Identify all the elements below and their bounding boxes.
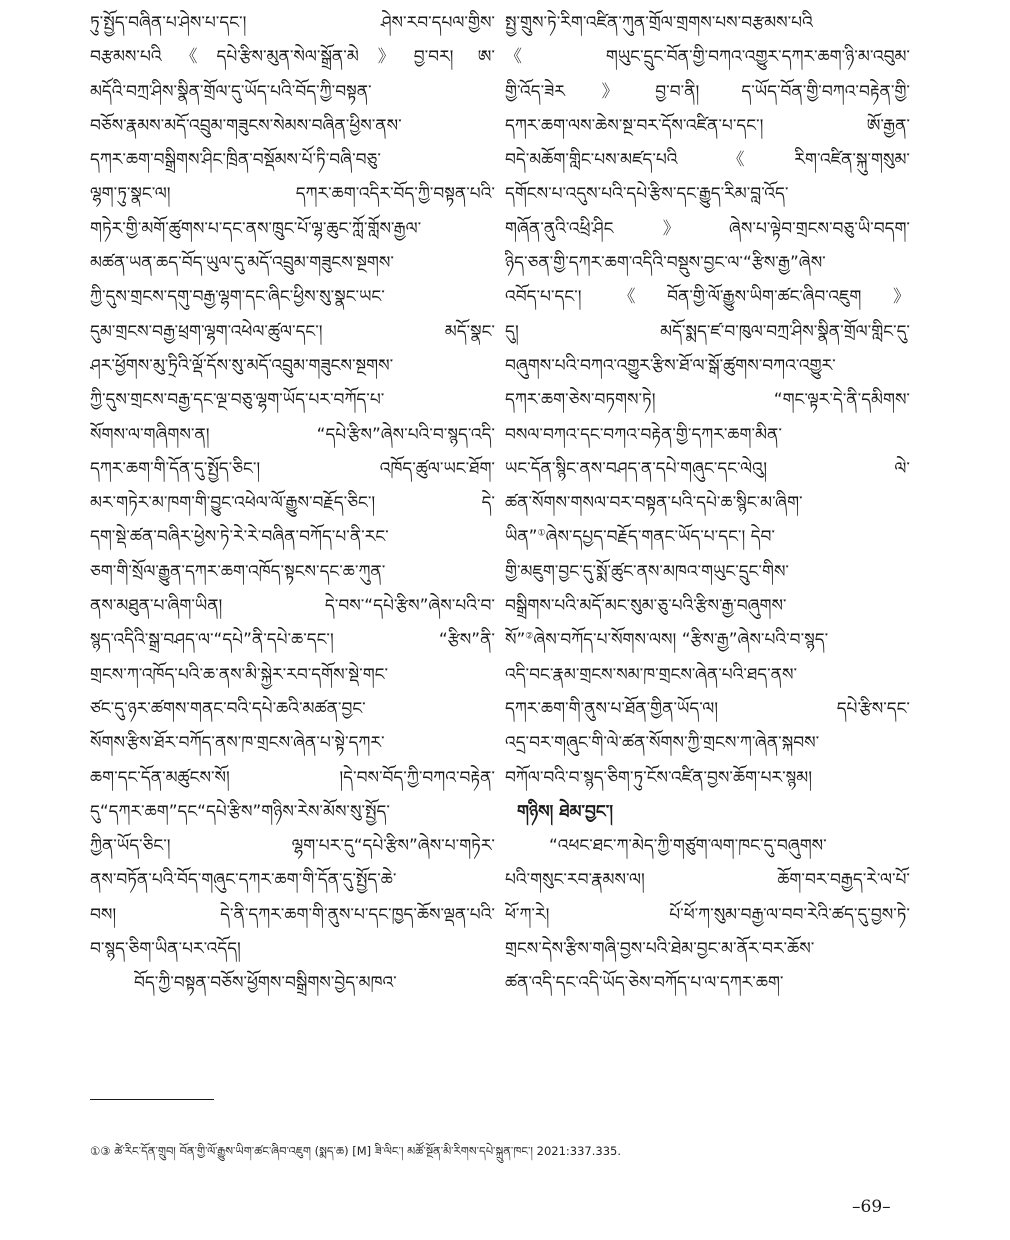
footnote-ref: ①: [537, 528, 546, 539]
text-line: འབོད་པ་དང་། 《བོན་གྱི་ལོ་རྒྱུས་ཡིག་ཚང་ཞིབ་འཇུག》: [505, 287, 910, 308]
text-line: དཀར་ཆག་ཅེས་བཏགས་ཏེ། “གང་ལྟར་དེ་ནི་དམིགས་: [505, 390, 910, 411]
text-line: སོགས་རྩིས་ཐོར་བཀོད་ནས་ཁ་གྲངས་ཞེན་པ་སྟེ་དཀར་: [90, 733, 385, 754]
text-line: བཀོལ་བའི་བ་སྙད་ཅིག་ཏུ་ངོས་འཛིན་བྱས་ཆོག་པར་སྙམ།: [505, 767, 813, 788]
text-line: གཞོན་ནུའི་འཕྲི་ཤིང》ཞེས་པ་ལྟེབ་གྲངས་བཅུ་ཡི་བདག་: [505, 218, 910, 239]
text-line: བས། དེ་ནི་དཀར་ཆག་གི་ནུས་པ་དང་ཁྱད་ཆོས་ལྡན་པའི་: [90, 904, 495, 925]
text-segment: ཞེས་བཀོད་པ་སོགས་ལས། “རྩིས་རྒྱ”ཞེས་པའི་བ་སྙད་: [533, 630, 829, 651]
text-line: ཀྱི་དུས་གྲངས་བརྒྱ་དང་ལྔ་བཅུ་ལྷག་ཡོད་པར་བཀོད་པ་: [90, 390, 385, 411]
text-segment: ཞེས་དཔྱད་བརྗོད་གནང་ཡོད་པ་དང་། དེབ་: [545, 527, 775, 548]
text-line: ཀྱི་དུས་གྲངས་དགུ་བརྒྱ་ལྷག་དང་ཞིང་ཕྱིས་སུ་སྣང་ཡང་: [90, 287, 385, 308]
footnote-text: ཚེ་རིང་དོན་གྲུབ། བོན་གྱི་ལོ་རྒྱུས་ཡིག་ཚང་ཞིབ་འཇུག (སྨད་ཆ) [M] ཟི་ལིང་། མཚོ་སྔོན་མི་རིགས་དཔེ་སྐྲུན་ཁང་། 2021:337.335.: [114, 1144, 621, 1158]
text-line: གྱི་མཇུག་བྱང་དུ་སྨོ་ཚུང་ནས་མཁའ་གཡུང་དྲུང་གིས་: [505, 561, 790, 582]
text-line: པའི་གསུང་རབ་རྣམས་ལ། ཆོག་བར་བརྒྱད་རེ་ལ་པོ་: [505, 870, 910, 891]
text-line: ནས་མཐུན་པ་ཞིག་ཡིན། དེ་བས་“དཔེ་རྩིས”ཞེས་པའི་བ་: [90, 596, 495, 617]
text-line: སོགས་ལ་གཞིགས་ན། “དཔེ་རྩིས”ཞེས་པའི་བ་སྙད་འདི་: [90, 424, 495, 445]
text-line: དུམ་གྲངས་བརྒྱ་ཕྲག་ལྷག་འཕེལ་ཚུལ་དང་། མདོ་སྣང་: [90, 321, 495, 342]
section-heading: གཉིས། ཐེམ་བྱང་།: [517, 801, 614, 822]
text-line: འདི་བང་རྣམ་གྲངས་སམ་ཁ་གྲངས་ཞེན་པའི་ཐད་ནས་: [505, 664, 798, 685]
text-line: ཏུ་སྤྱོད་བཞིན་པ་ཤེས་པ་དང་། ཤེས་རབ་དཔལ་གྱིས་: [90, 13, 495, 33]
text-line: བརྩམས་པའི《དཔེ་རྩིས་མུན་སེལ་སྒྲོན་མེ》བྱ་བར། ཨ་: [90, 47, 495, 68]
text-line: ཉིད་ཅན་གྱི་དཀར་ཆག་འདིའི་བསྡུས་བྱང་ལ་“རྩིས་རྒྱ”ཞེས་: [505, 253, 826, 274]
text-line: ཚན་འདི་དང་འདི་ཡོད་ཅེས་བཀོད་པ་ལ་དཀར་ཆག་: [505, 973, 784, 994]
text-line: དག་སྡེ་ཚན་བཞིར་ཕྱེས་ཏེ་རེ་རེ་བཞིན་བཀོད་པ་ནི་རང་: [90, 527, 389, 548]
text-line: ཡང་དོན་སྙིང་ནས་བཤད་ན་དཔེ་གཞུང་དང་ལེའུ། ལེ་: [505, 458, 910, 479]
text-line: [505, 520, 910, 554]
text-line: ཀྱིན་ཡོད་ཅིང་། ལྷག་པར་དུ“དཔེ་རྩིས”ཞེས་པ་གཏེར་: [90, 836, 495, 857]
text-line: དཀར་ཆག་གི་ནུས་པ་ཐོན་གྱིན་ཡོད་ལ། དཔེ་རྩིས་དང་: [505, 698, 910, 719]
text-line: བཅོས་རྣམས་མདོ་འབྲུམ་གཟུངས་སེམས་བཞིན་ཕྱིས་ནས་: [90, 115, 402, 136]
text-line: འདྲ་བར་གཞུང་གི་ལེ་ཚན་སོགས་ཀྱི་གྲངས་ཀ་ཞེན་སྐབས་: [505, 733, 820, 754]
footnote-divider: [90, 1099, 214, 1100]
text-line: ཕོ་ཀ་རེ། པོ་ཕོ་ཀ་སུམ་བརྒྱ་ལ་བབ་རེའི་ཚད་དུ་བྱས་ཏེ་: [505, 904, 910, 925]
text-line: གྱི་འོད་ཟེར》བྱ་བ་ནི། ད་ཡོད་བོན་གྱི་བཀའ་བརྟེན་གྱི་: [505, 81, 910, 102]
text-line: གྲངས་ཀ་འཁོད་པའི་ཆ་ནས་མི་སྐྱེར་རབ་དགོས་སྡེ་གང་: [90, 664, 389, 685]
text-line: སྤྱ་གྲུས་ཏེ་རིག་འཛིན་ཀུན་གྲོལ་གྲགས་པས་བརྩམས་པའི: [505, 13, 813, 33]
text-line: “འཕང་ཐང་ཀ་མེད་ཀྱི་གཙུག་ལག་ཁང་དུ་བཞུགས་: [549, 836, 827, 857]
text-line: གཏེར་གྱི་མགོ་ཚུགས་པ་དང་ནས་ཁྲུང་པོ་ལྷ་ཆུང་ཀློ་གློས་རྒྱལ་: [90, 218, 422, 239]
footnote-mark: ①③: [90, 1144, 111, 1158]
left-text-column: [90, 6, 495, 1001]
text-line: ཆག་དང་དོན་མཚུངས་སོ། །དེ་བས་བོད་ཀྱི་བཀའ་བརྟེན་: [90, 767, 495, 788]
right-text-column: [505, 6, 910, 1001]
text-line: བཞུགས་པའི་བཀའ་འགྱུར་རྩིས་ཐོ་ལ་སྒོ་ཚུགས་བཀའ་འགྱུར་: [505, 355, 836, 376]
footnote-ref: ②: [525, 631, 534, 642]
text-line: ཅག་གི་སྲོལ་རྒྱུན་དཀར་ཆག་འཁོད་སྟངས་དང་ཆ་ཀུན་: [90, 561, 386, 582]
text-line: ཙང་དུ་ཉར་ཚགས་གནང་བའི་དཔེ་ཆའི་མཚན་བྱང་: [90, 698, 366, 719]
text-segment: སོ”: [505, 630, 526, 651]
text-line: བདེ་མཆོག་གླིང་པས་མཛད་པའི《རིག་འཛིན་སྐུ་གསུམ་: [505, 150, 910, 171]
text-line: 《གཡུང་དྲུང་བོན་གྱི་བཀའ་འགྱུར་དཀར་ཆག་ཉི་མ་འབུམ་: [505, 47, 910, 68]
text-line: བསྒྲིགས་པའི་མདོ་མང་སུམ་ཅུ་པའི་རྩིས་རྒྱ་བཞུགས་: [505, 596, 787, 617]
text-line: མཚན་ཡན་ཆད་བོད་ཡུལ་དུ་མདོ་འབྲུམ་གཟུངས་སྔགས་: [90, 253, 394, 274]
footnote: [90, 1138, 910, 1171]
text-line: སྙད་འདིའི་སྒྲ་བཤད་ལ་“དཔེ”ནི་དཔེ་ཆ་དང་། “རྩིས”ནི་: [90, 630, 495, 651]
text-line: བསལ་བཀའ་དང་བཀའ་བརྟེན་གྱི་དཀར་ཆག་མིན་: [505, 424, 782, 445]
text-line: ལྷག་ཏུ་སྣང་ལ། དཀར་ཆག་འདིར་བོད་ཀྱི་བསྟན་པའི་: [90, 184, 495, 205]
text-line: མདོའི་བཀྲ་ཤིས་སྣིན་གྲོལ་དུ་ཡོད་པའི་བོད་ཀྱི་བསྟན་: [90, 81, 372, 102]
text-line: ཤར་ཕྱོགས་མུ་ཏྲིའི་ལྡོ་དོས་སུ་མདོ་འབྲུམ་གཟུངས་སྔགས་: [90, 355, 394, 376]
text-line: དཀར་ཆག་ལས་ཆེས་སྔ་བར་དོས་འཛིན་པ་དང་། ཨོ་རྒྱན་: [505, 115, 910, 136]
text-segment: ཡིན”: [505, 527, 538, 548]
text-line: བ་སྙད་ཅིག་ཡིན་པར་འདོད།: [90, 939, 241, 960]
text-line: ནས་བཏོན་པའི་བོད་གཞུང་དཀར་ཆག་གི་དོན་དུ་སྤྱོད་ཆེ་: [90, 870, 397, 891]
text-line: བོད་ཀྱི་བསྟན་བཅོས་ཕྱོགས་བསྒྲིགས་བྱེད་མཁའ་: [134, 973, 397, 994]
page-number: –69–: [852, 1197, 891, 1217]
text-line: [505, 623, 910, 657]
text-line: མར་གཏེར་མ་ཁག་གི་བྱུང་འཕེལ་ལོ་རྒྱུས་བརྗོད་ཅིང་། དེ་: [90, 493, 495, 514]
text-line: དཀར་ཆག་གི་དོན་དུ་སྤྱོད་ཅིང་། འཁོད་ཚུལ་ཡང་ཐོག་: [90, 458, 495, 479]
text-line: དུ“དཀར་ཆག”དང“དཔེ་རྩིས”གཉིས་རེས་མོས་སུ་སྤྱོད་: [90, 801, 390, 822]
text-line: དཀར་ཆག་བསྒྲིགས་ཤིང་ཁྲིན་བསྡོམས་པོ་ཏི་བཞི་བཅུ་: [90, 150, 381, 171]
text-line: དུ། མདོ་སྨད་ཛ་བ་ཁུལ་བཀྲ་ཤིས་སྣིན་གྲོལ་གླིང་དུ་: [505, 321, 910, 342]
text-line: གྲངས་དེས་རྩིས་གཞི་བྱས་པའི་ཐེམ་བྱང་མ་ནོར་བར་ཆོས་: [505, 939, 815, 960]
text-line: དགོངས་པ་འདུས་པའི་དཔེ་རྩིས་དང་རྒྱུད་རིམ་བླ་འོད་: [505, 184, 789, 205]
text-line: ཚན་སོགས་གསལ་བར་བསྟན་པའི་དཔེ་ཆ་སྙིང་མ་ཞིག་: [505, 493, 803, 514]
